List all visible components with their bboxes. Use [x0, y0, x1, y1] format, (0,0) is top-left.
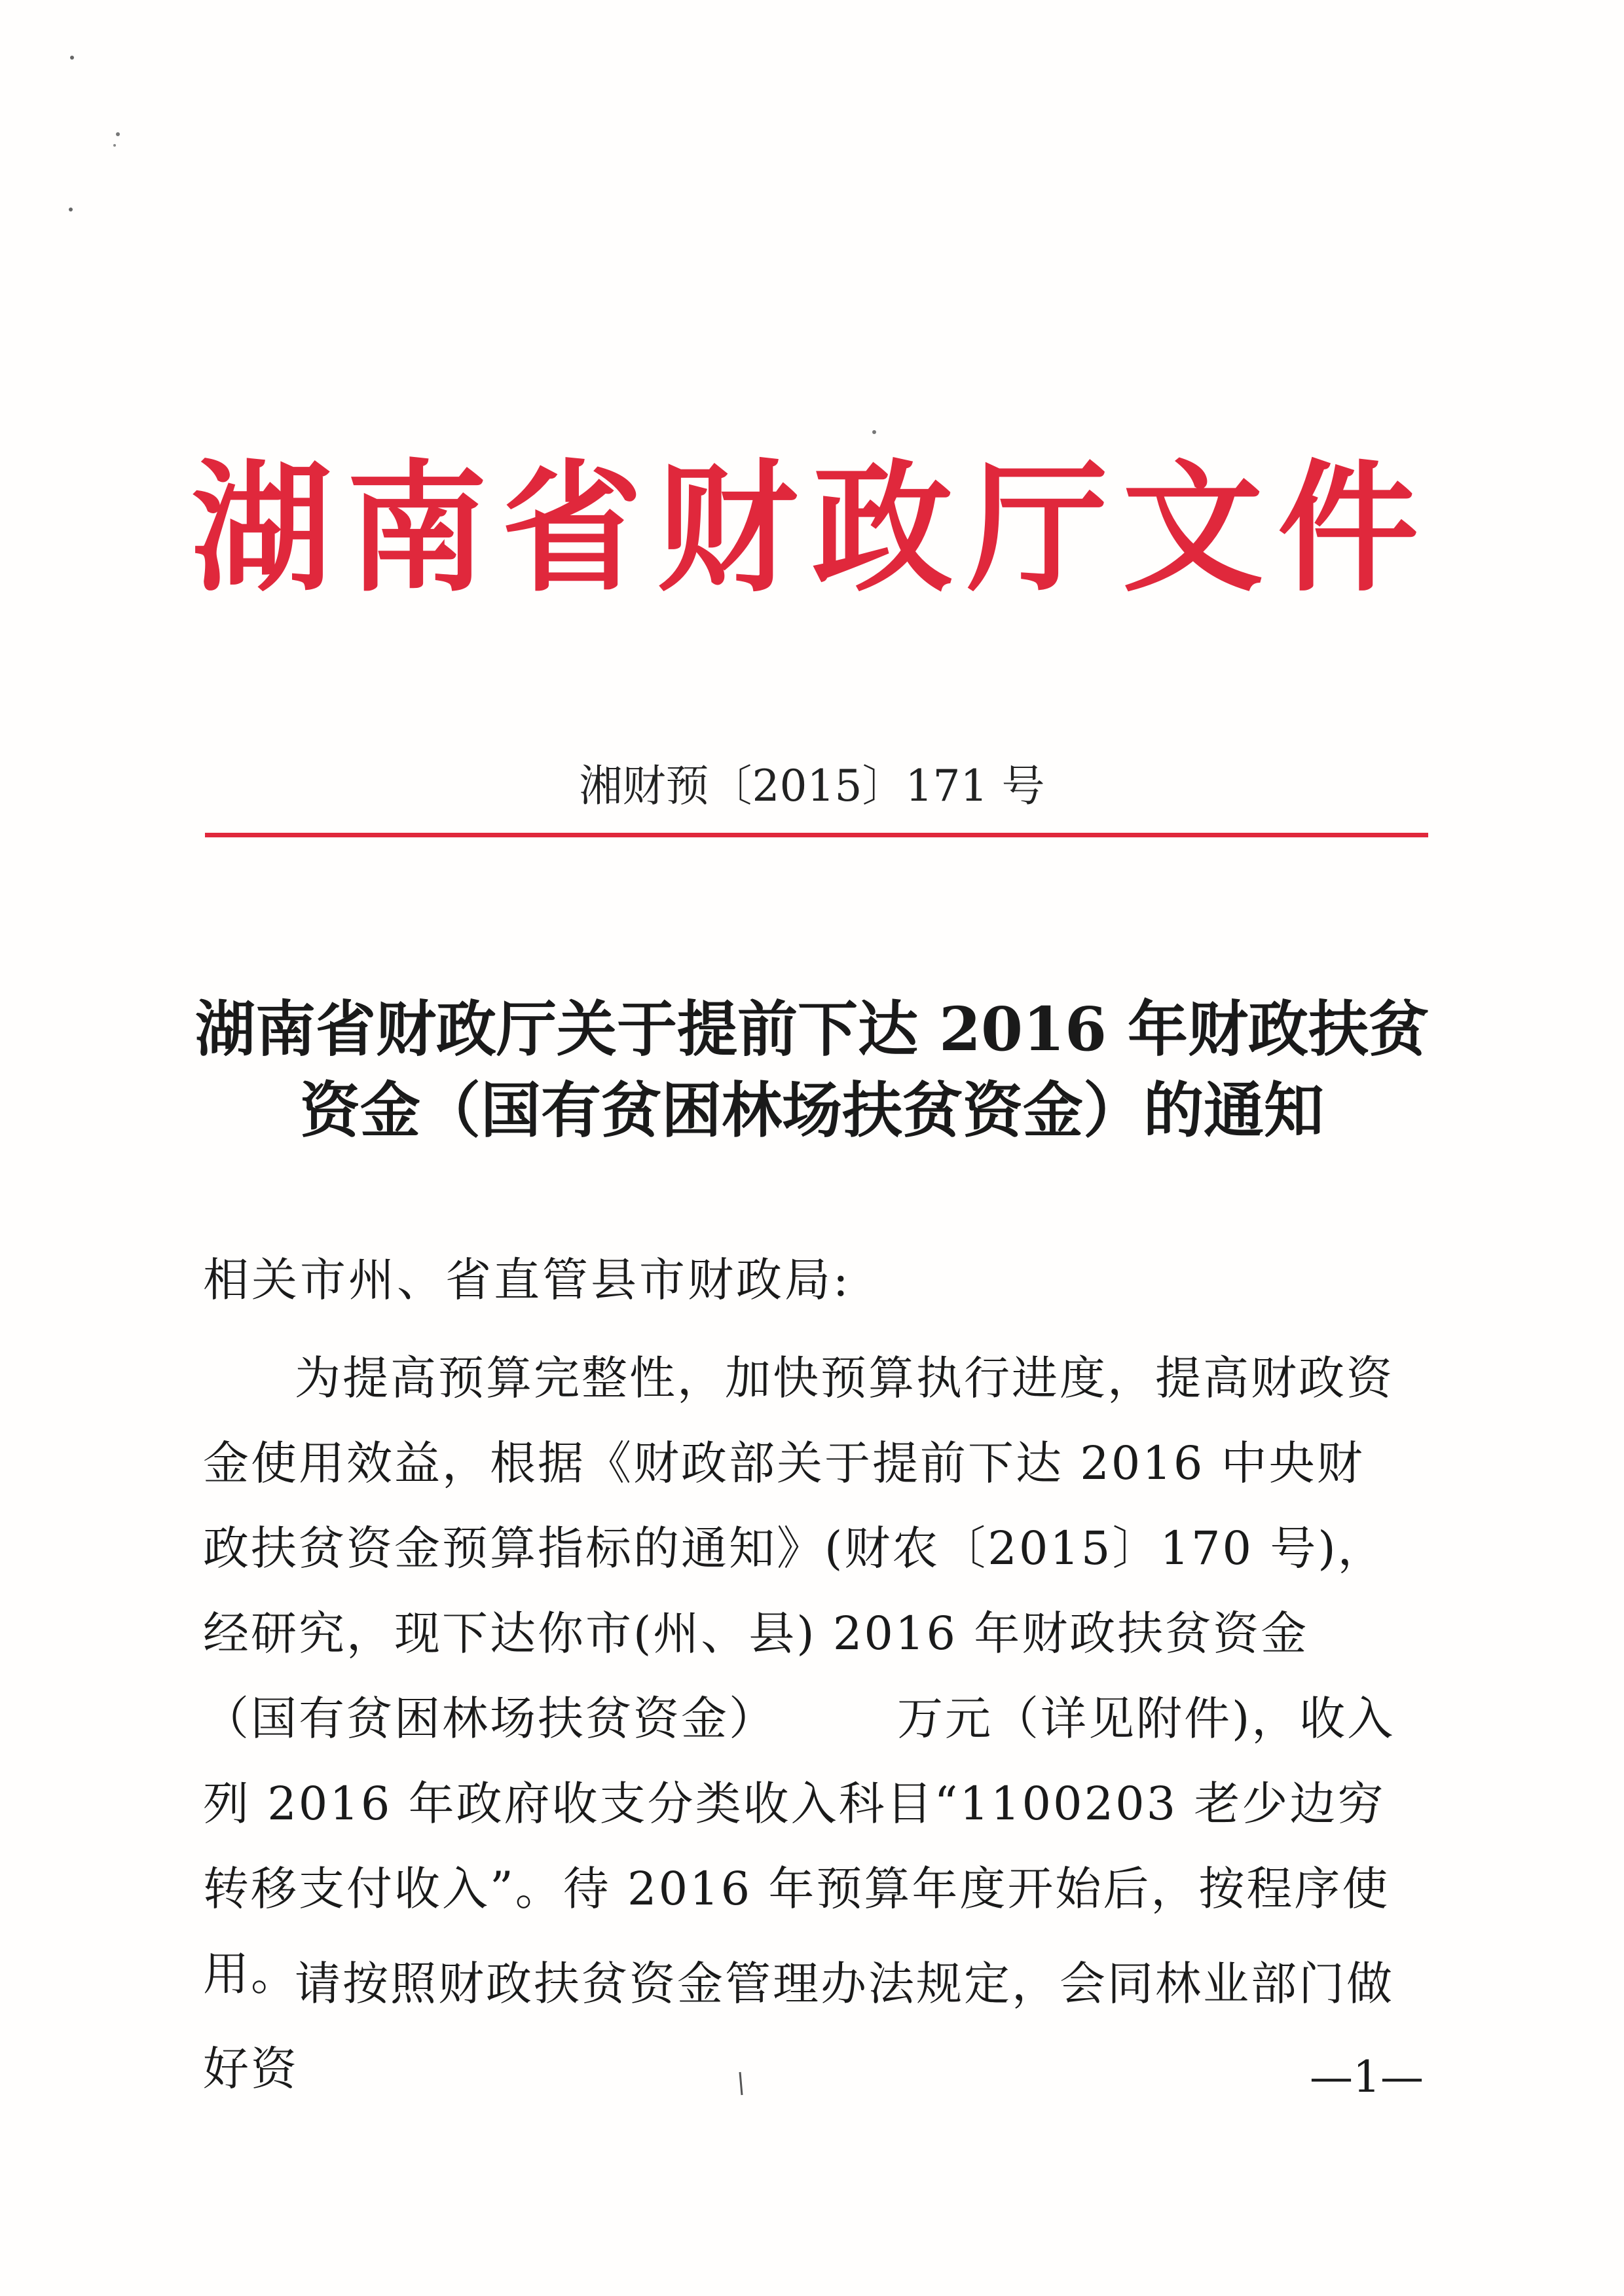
notice-title-line-1: 湖南省财政厅关于提前下达 2016 年财政扶贫	[194, 994, 1430, 1065]
addressee: 相关市州、省直管县市财政局:	[203, 1253, 851, 1307]
notice-title	[0, 989, 1624, 1151]
scan-speck	[70, 56, 74, 60]
notice-title-line-2: 资金（国有贫困林场扶贫资金）的通知	[299, 1075, 1324, 1146]
document-number: 湘财预〔2015〕171 号	[579, 761, 1045, 811]
page-number: —1—	[1310, 2052, 1424, 2102]
scan-speck	[113, 144, 116, 147]
issuer-header: 湖南省财政厅文件	[191, 446, 1433, 611]
red-divider-line	[205, 833, 1428, 837]
scan-speck	[69, 208, 73, 211]
scan-speck	[116, 132, 120, 136]
body-paragraph-2: 请按照财政扶贫资金管理办法规定，会同林业部门做好资	[203, 1957, 1394, 2096]
body-paragraph-1: 为提高预算完整性，加快预算执行进度，提高财政资金使用效益，根据《财政部关于提前下达 2016 中央财政扶贫资金预算指标的通知》(财农〔2015〕170 号)，经研究，现下达你市(州、县) 2016 年财政扶贫资金（国有贫困林场扶贫资金） 万元（详见附件)，收入列 2016 年政府收支分类收入科目“1100203 老少边穷转移支付收入”。待 2016 年预算年度开始后，按程序使用。	[203, 1351, 1395, 2001]
scan-speck	[872, 430, 876, 434]
